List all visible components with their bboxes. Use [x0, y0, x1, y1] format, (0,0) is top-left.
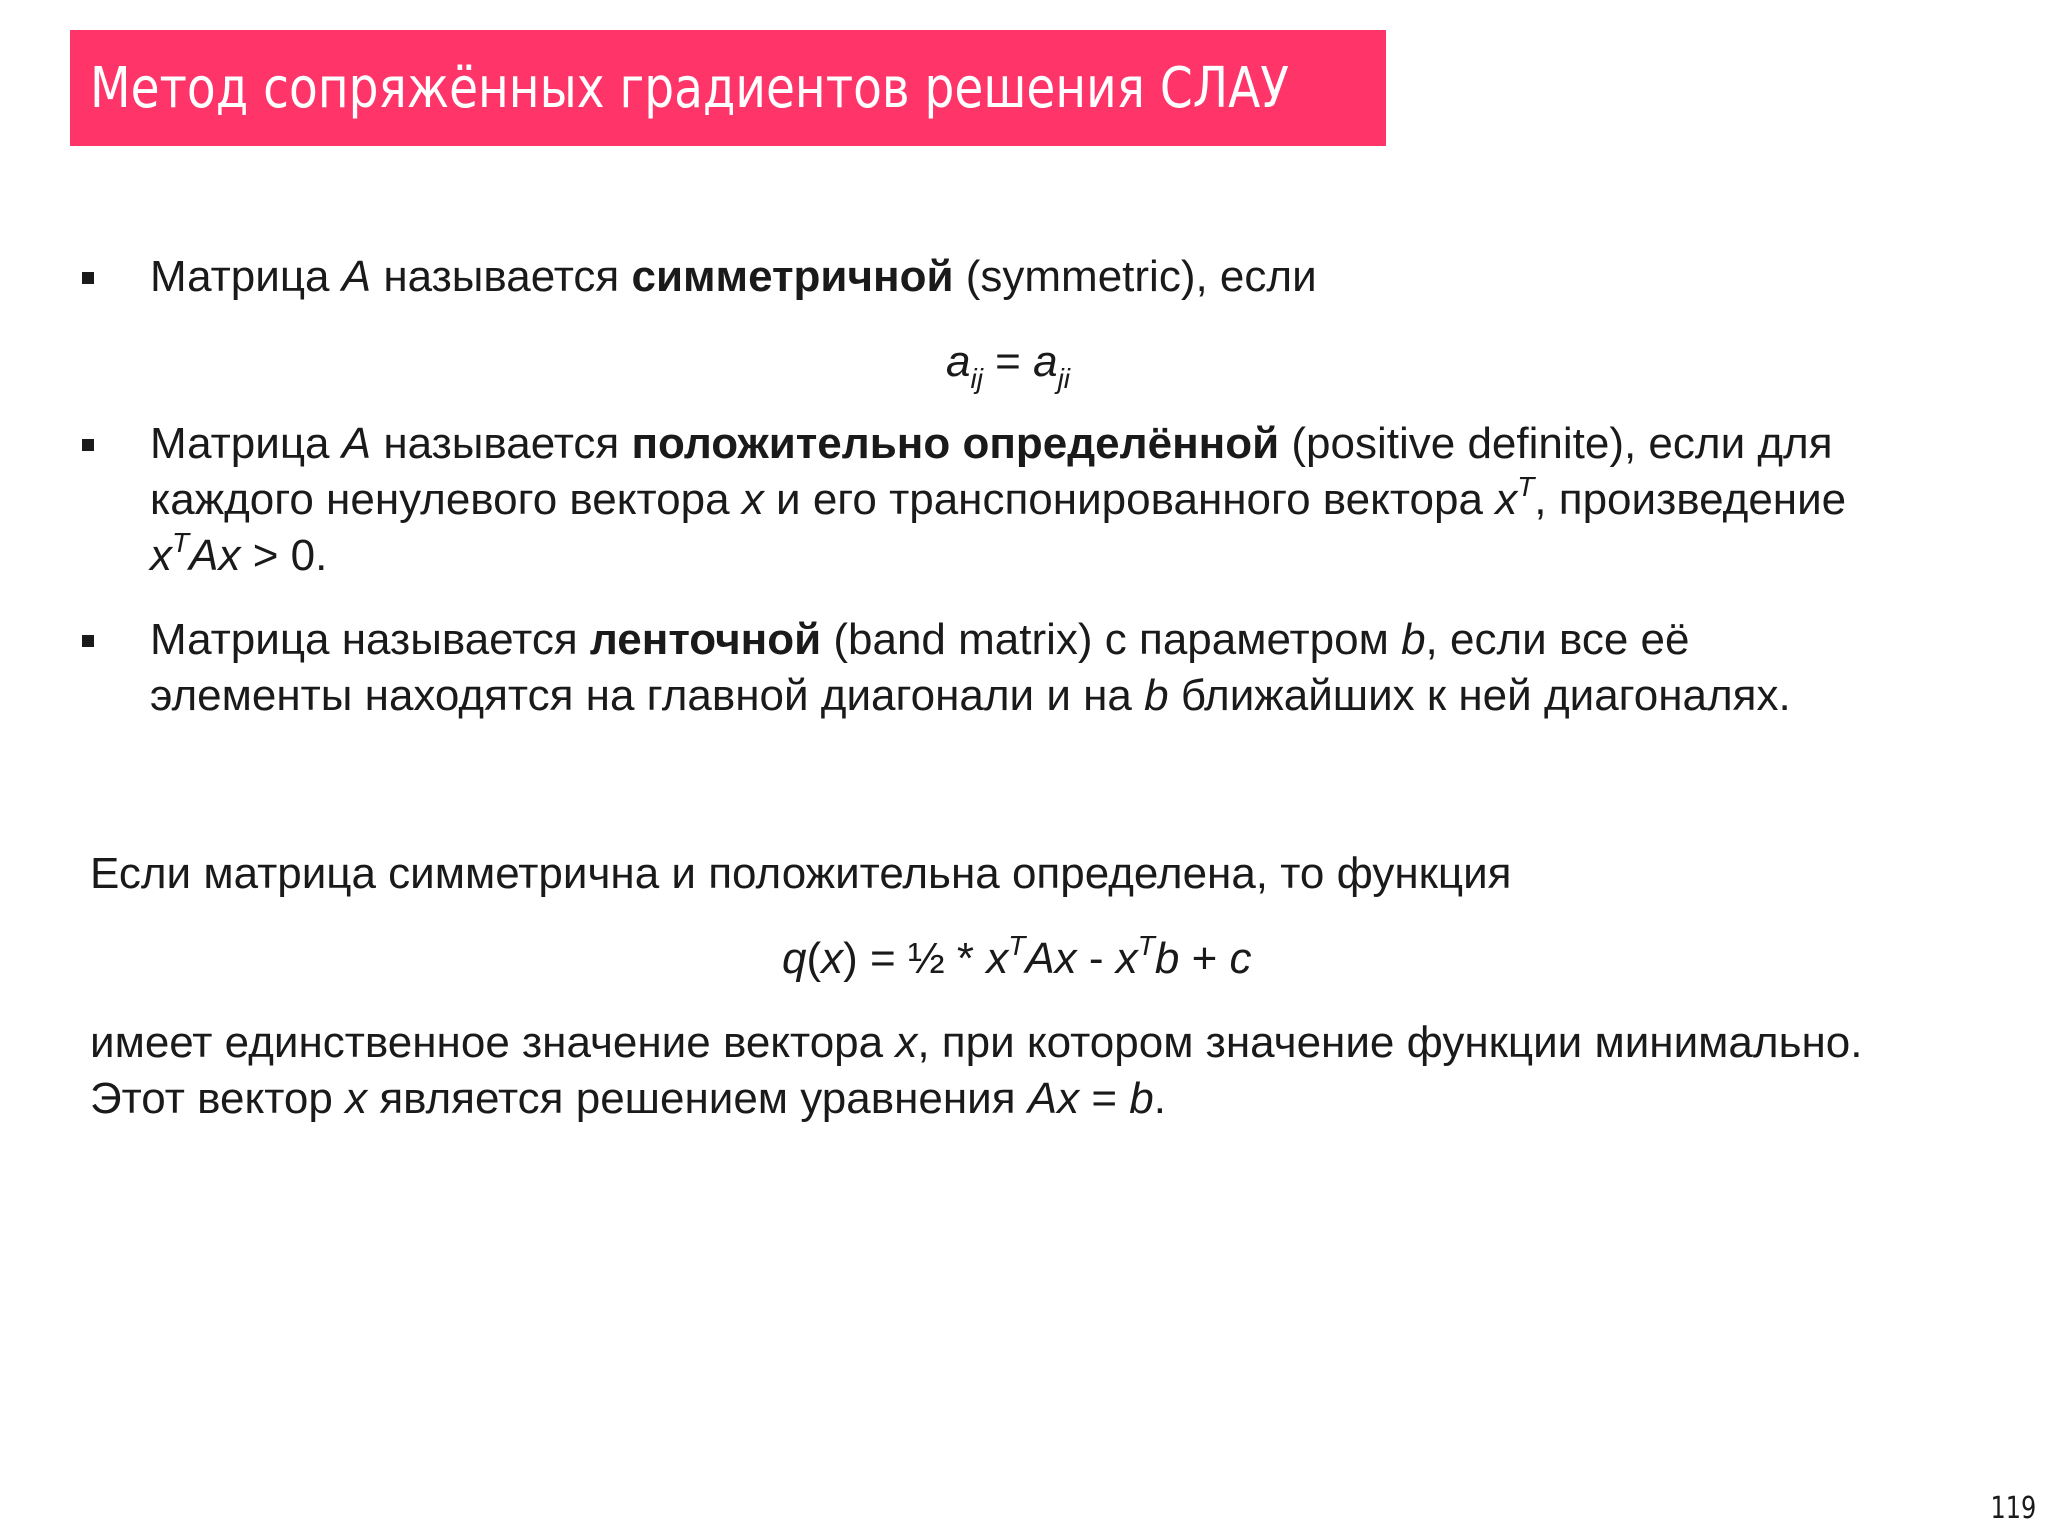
slide-title-bar — [70, 30, 1386, 146]
text-fragment: Матрица называется — [150, 615, 590, 664]
bold-term: ленточной — [589, 615, 822, 664]
slide-title: Метод сопряжённых градиентов решения СЛАУ — [90, 55, 1289, 121]
math-operator: - — [1076, 934, 1116, 983]
text-fragment: , при котором значение функции минимально. — [917, 1018, 1863, 1067]
math-variable: Ax — [189, 531, 241, 580]
paragraph-line-4 — [90, 1071, 1166, 1127]
bold-term: симметричной — [631, 252, 954, 301]
math-subscript: ji — [1057, 363, 1071, 394]
math-superscript: T — [172, 527, 190, 558]
math-operator: ) = ½ * — [843, 934, 987, 983]
page-number: 119 — [1990, 1491, 2036, 1526]
bullet-marker-2 — [82, 439, 94, 451]
text-fragment: элементы находятся на главной диагонали и на — [150, 671, 1145, 720]
math-operator: = — [982, 337, 1034, 386]
math-variable: A — [341, 419, 372, 468]
bullet-1-line-1 — [150, 249, 1317, 305]
text-fragment: , если все её — [1425, 615, 1690, 664]
math-variable: x — [895, 1018, 918, 1067]
text-fragment: Матрица — [150, 252, 342, 301]
text-fragment: , произведение — [1534, 475, 1847, 524]
bullet-3-line-2 — [150, 668, 1791, 724]
math-superscript: T — [1517, 471, 1535, 502]
math-variable: Ax — [1025, 934, 1077, 983]
paragraph-intro — [90, 846, 1511, 902]
text-fragment: Матрица — [150, 419, 342, 468]
text-fragment: . — [1153, 1074, 1167, 1123]
math-variable: b — [1401, 615, 1426, 664]
quadratic-function-formula — [782, 931, 1252, 987]
bullet-marker-3 — [82, 635, 94, 647]
math-variable: c — [1229, 934, 1252, 983]
math-variable: x — [150, 531, 172, 580]
bullet-2-line-3 — [150, 528, 327, 584]
bold-term: положительно определённой — [631, 419, 1280, 468]
text-fragment: Этот вектор — [90, 1074, 346, 1123]
math-variable: x — [1495, 475, 1518, 524]
text-fragment: (symmetric), если — [953, 252, 1317, 301]
math-subscript: ij — [970, 363, 983, 394]
bullet-2-line-2 — [150, 472, 1846, 528]
math-variable: q — [782, 934, 807, 983]
paragraph-line-3 — [90, 1015, 1862, 1071]
symmetric-formula — [946, 334, 1071, 394]
math-variable: Ax — [1027, 1074, 1080, 1123]
math-variable: x — [1115, 934, 1138, 983]
text-fragment: является решением уравнения — [367, 1074, 1028, 1123]
math-variable: x — [741, 475, 764, 524]
text-fragment: и его транспонированного вектора — [763, 475, 1496, 524]
text-fragment: ближайших к ней диагоналях. — [1168, 671, 1791, 720]
math-variable: x — [345, 1074, 368, 1123]
math-variable: b — [1129, 1074, 1154, 1123]
math-variable: x — [821, 934, 844, 983]
text-fragment: каждого ненулевого вектора — [150, 475, 742, 524]
math-operator: + — [1179, 934, 1230, 983]
math-variable: b — [1154, 934, 1180, 983]
text-fragment: (band matrix) с параметром — [821, 615, 1402, 664]
math-variable: b — [1144, 671, 1169, 720]
bullet-2-line-1 — [150, 416, 1833, 472]
text-fragment: имеет единственное значение вектора — [90, 1018, 896, 1067]
math-operator: ( — [806, 934, 822, 983]
math-variable: a — [1033, 337, 1058, 386]
text-fragment: = — [1079, 1074, 1130, 1123]
text-fragment: > 0. — [240, 531, 328, 580]
text-fragment: называется — [371, 419, 632, 468]
text-fragment: Если матрица симметрична и положительна определена, то функция — [90, 849, 1512, 898]
math-variable: x — [986, 934, 1009, 983]
text-fragment: (positive definite), если для — [1279, 419, 1833, 468]
bullet-marker-1 — [82, 272, 94, 284]
math-variable: a — [946, 337, 971, 386]
math-superscript: T — [1008, 930, 1026, 961]
math-superscript: T — [1137, 930, 1155, 961]
bullet-3-line-1 — [150, 612, 1689, 668]
text-fragment: называется — [371, 252, 632, 301]
math-variable: A — [341, 252, 372, 301]
